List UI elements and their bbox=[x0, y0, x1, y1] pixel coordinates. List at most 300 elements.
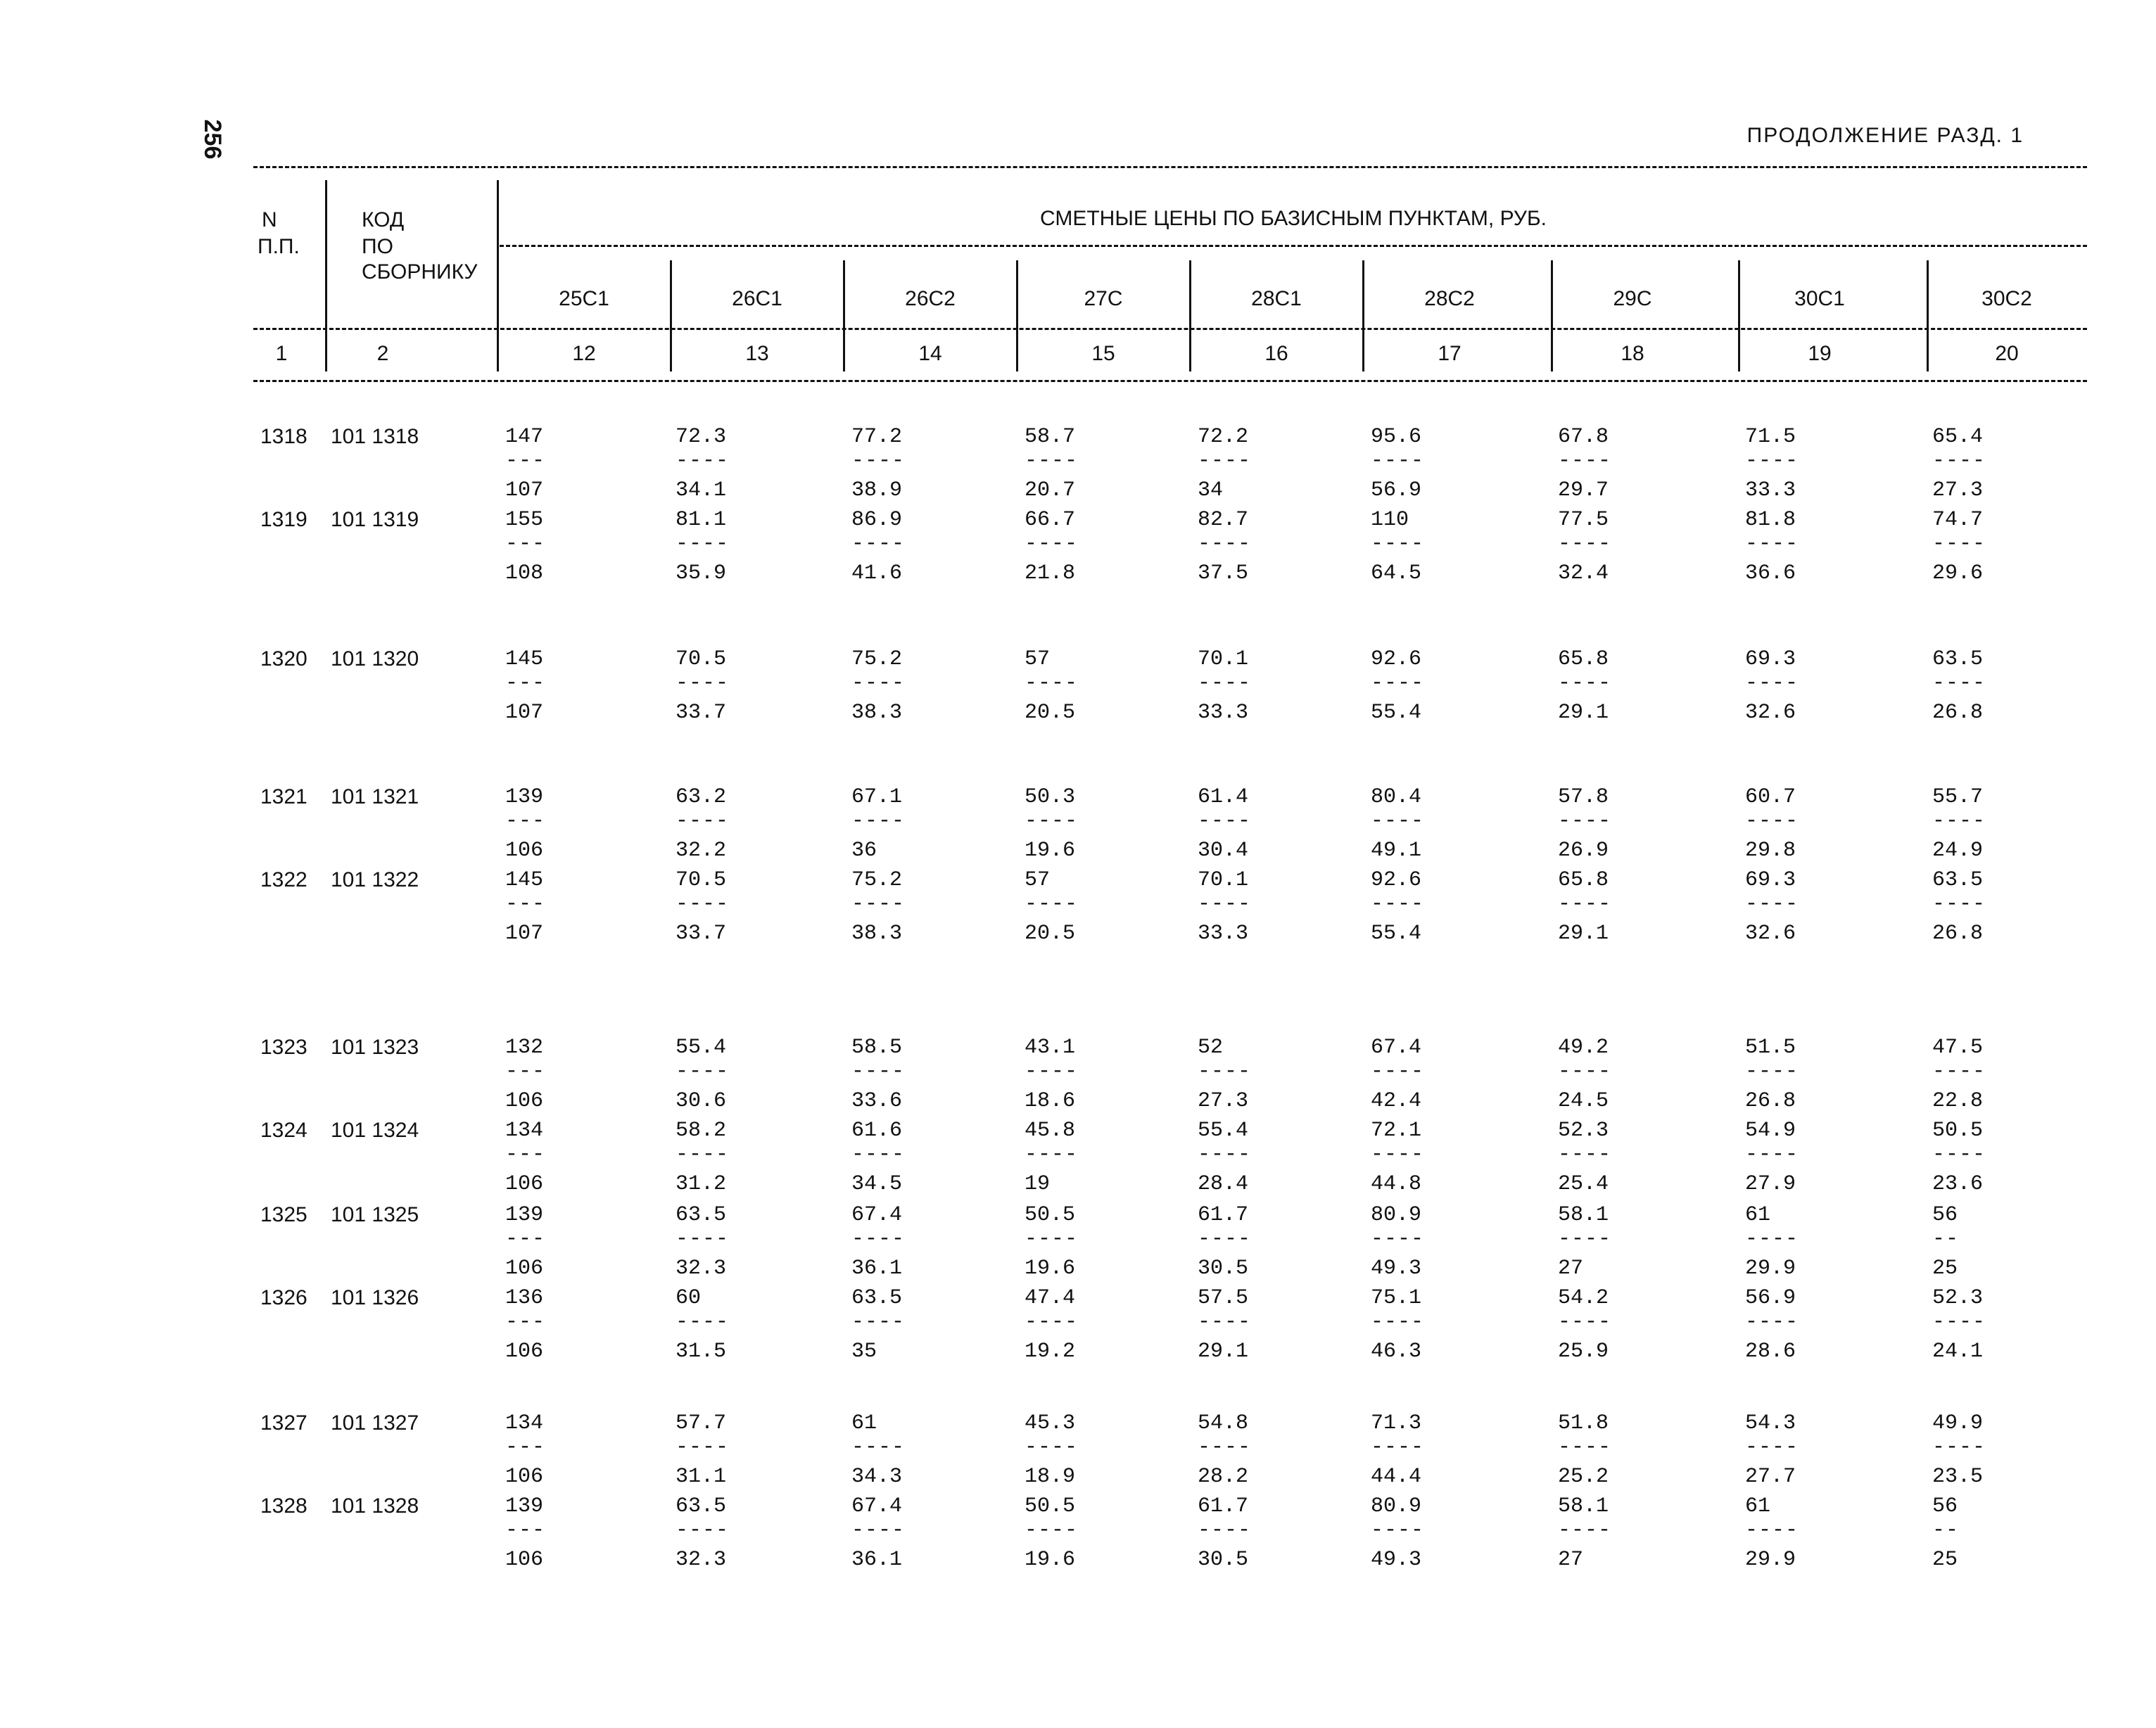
row-number: 1325 bbox=[260, 1203, 307, 1226]
row-code: 101 1323 bbox=[331, 1036, 419, 1059]
price-denominator: 29.8 bbox=[1745, 839, 1796, 863]
price-denominator: 29.1 bbox=[1558, 701, 1609, 725]
price-denominator: 19 bbox=[1025, 1172, 1051, 1196]
price-numerator: 58.5 bbox=[851, 1036, 903, 1060]
column-number: 12 bbox=[572, 342, 596, 365]
fraction-dash: ---- bbox=[1025, 449, 1079, 473]
row-number: 1322 bbox=[260, 868, 307, 891]
price-denominator: 19.6 bbox=[1025, 839, 1076, 863]
price-numerator: 65.8 bbox=[1558, 647, 1609, 671]
price-numerator: 63.5 bbox=[1932, 647, 1984, 671]
fraction-dash: ---- bbox=[1025, 809, 1079, 833]
price-denominator: 18.6 bbox=[1025, 1089, 1076, 1113]
price-denominator: 25.9 bbox=[1558, 1340, 1609, 1364]
price-denominator: 33.3 bbox=[1198, 701, 1249, 725]
fraction-dash: ---- bbox=[1745, 671, 1799, 695]
fraction-dash: ---- bbox=[1745, 1518, 1799, 1542]
price-denominator: 49.1 bbox=[1371, 839, 1422, 863]
price-denominator: 38.9 bbox=[851, 478, 903, 502]
price-numerator: 61 bbox=[851, 1411, 877, 1435]
price-denominator: 107 bbox=[505, 478, 544, 502]
point-column-header: 26С1 bbox=[732, 287, 782, 310]
fraction-dash: ---- bbox=[1745, 809, 1799, 833]
price-numerator: 74.7 bbox=[1932, 508, 1984, 532]
column-number: 14 bbox=[918, 342, 942, 365]
row-number: 1327 bbox=[260, 1411, 307, 1435]
column-number: 17 bbox=[1438, 342, 1461, 365]
price-numerator: 56 bbox=[1932, 1494, 1958, 1518]
price-denominator: 32.6 bbox=[1745, 701, 1796, 725]
row-code: 101 1324 bbox=[331, 1119, 419, 1142]
price-numerator: 52.3 bbox=[1558, 1119, 1609, 1143]
price-denominator: 26.9 bbox=[1558, 839, 1609, 863]
price-denominator: 36.1 bbox=[851, 1257, 903, 1281]
price-denominator: 34.3 bbox=[851, 1465, 903, 1489]
fraction-dash: ---- bbox=[851, 892, 906, 916]
row-number: 1328 bbox=[260, 1494, 307, 1518]
price-numerator: 77.2 bbox=[851, 425, 903, 449]
price-numerator: 67.4 bbox=[1371, 1036, 1422, 1060]
row-code: 101 1327 bbox=[331, 1411, 419, 1435]
point-column-header: 25С1 bbox=[559, 287, 609, 310]
header-pp-label: П.П. bbox=[258, 235, 300, 258]
fraction-dash: --- bbox=[505, 1227, 546, 1251]
row-code: 101 1319 bbox=[331, 508, 419, 531]
price-numerator: 92.6 bbox=[1371, 647, 1422, 671]
price-denominator: 106 bbox=[505, 1340, 544, 1364]
price-numerator: 54.8 bbox=[1198, 1411, 1249, 1435]
price-denominator: 25 bbox=[1932, 1257, 1958, 1281]
point-column-header: 30С2 bbox=[1981, 287, 2032, 310]
price-denominator: 36.6 bbox=[1745, 561, 1796, 585]
fraction-dash: ---- bbox=[851, 1143, 906, 1167]
price-numerator: 50.3 bbox=[1025, 785, 1076, 809]
price-numerator: 92.6 bbox=[1371, 868, 1422, 892]
fraction-dash: ---- bbox=[851, 1060, 906, 1084]
price-numerator: 60.7 bbox=[1745, 785, 1796, 809]
row-code: 101 1328 bbox=[331, 1494, 419, 1518]
price-numerator: 139 bbox=[505, 1494, 544, 1518]
price-denominator: 27 bbox=[1558, 1257, 1584, 1281]
price-numerator: 52.3 bbox=[1932, 1286, 1984, 1310]
fraction-dash: ---- bbox=[676, 449, 730, 473]
price-denominator: 23.6 bbox=[1932, 1172, 1984, 1196]
price-numerator: 45.3 bbox=[1025, 1411, 1076, 1435]
fraction-dash: ---- bbox=[1025, 1518, 1079, 1542]
price-denominator: 30.4 bbox=[1198, 839, 1249, 863]
price-denominator: 29.6 bbox=[1932, 561, 1984, 585]
price-numerator: 61.6 bbox=[851, 1119, 903, 1143]
price-denominator: 29.1 bbox=[1198, 1340, 1249, 1364]
fraction-dash: --- bbox=[505, 1435, 546, 1459]
price-numerator: 63.5 bbox=[676, 1494, 727, 1518]
fraction-dash: ---- bbox=[1198, 1310, 1252, 1334]
fraction-dash: ---- bbox=[1932, 449, 1986, 473]
fraction-dash: ---- bbox=[1371, 1227, 1425, 1251]
price-numerator: 71.5 bbox=[1745, 425, 1796, 449]
price-numerator: 57 bbox=[1025, 868, 1051, 892]
column-number: 1 bbox=[275, 342, 288, 365]
price-denominator: 36 bbox=[851, 839, 877, 863]
price-denominator: 29.1 bbox=[1558, 922, 1609, 946]
point-column-header: 30С1 bbox=[1794, 287, 1845, 310]
price-numerator: 110 bbox=[1371, 508, 1409, 532]
price-numerator: 49.2 bbox=[1558, 1036, 1609, 1060]
price-numerator: 132 bbox=[505, 1036, 544, 1060]
point-column-header: 28С1 bbox=[1251, 287, 1302, 310]
price-denominator: 24.5 bbox=[1558, 1089, 1609, 1113]
price-numerator: 57.7 bbox=[676, 1411, 727, 1435]
fraction-dash: ---- bbox=[1198, 449, 1252, 473]
price-numerator: 82.7 bbox=[1198, 508, 1249, 532]
price-denominator: 24.1 bbox=[1932, 1340, 1984, 1364]
price-numerator: 67.4 bbox=[851, 1203, 903, 1227]
fraction-dash: ---- bbox=[1198, 809, 1252, 833]
fraction-dash: ---- bbox=[676, 1143, 730, 1167]
fraction-dash: ---- bbox=[676, 809, 730, 833]
fraction-dash: ---- bbox=[1932, 1435, 1986, 1459]
fraction-dash: ---- bbox=[1932, 1143, 1986, 1167]
price-denominator: 25 bbox=[1932, 1548, 1958, 1572]
row-code: 101 1318 bbox=[331, 425, 419, 448]
column-number: 18 bbox=[1621, 342, 1644, 365]
price-numerator: 69.3 bbox=[1745, 647, 1796, 671]
table-row bbox=[0, 1203, 2156, 1281]
price-numerator: 60 bbox=[676, 1286, 702, 1310]
column-number: 15 bbox=[1091, 342, 1115, 365]
fraction-dash: ---- bbox=[1025, 1143, 1079, 1167]
price-denominator: 20.7 bbox=[1025, 478, 1076, 502]
price-numerator: 71.3 bbox=[1371, 1411, 1422, 1435]
header-n-label: N bbox=[262, 208, 277, 231]
price-denominator: 20.5 bbox=[1025, 922, 1076, 946]
header-code-label-2: ПО bbox=[362, 235, 393, 258]
price-numerator: 139 bbox=[505, 785, 544, 809]
column-number: 16 bbox=[1264, 342, 1288, 365]
price-denominator: 56.9 bbox=[1371, 478, 1422, 502]
price-denominator: 32.6 bbox=[1745, 922, 1796, 946]
price-denominator: 106 bbox=[505, 839, 544, 863]
price-numerator: 77.5 bbox=[1558, 508, 1609, 532]
fraction-dash: ---- bbox=[1558, 671, 1612, 695]
fraction-dash: ---- bbox=[1025, 892, 1079, 916]
price-numerator: 134 bbox=[505, 1411, 544, 1435]
price-numerator: 50.5 bbox=[1025, 1203, 1076, 1227]
price-numerator: 54.3 bbox=[1745, 1411, 1796, 1435]
fraction-dash: --- bbox=[505, 1518, 546, 1542]
price-numerator: 155 bbox=[505, 508, 544, 532]
fraction-dash: ---- bbox=[1558, 449, 1612, 473]
price-numerator: 136 bbox=[505, 1286, 544, 1310]
price-numerator: 61 bbox=[1745, 1203, 1771, 1227]
table-row bbox=[0, 1494, 2156, 1572]
table-row bbox=[0, 647, 2156, 725]
fraction-dash: ---- bbox=[1558, 1310, 1612, 1334]
fraction-dash: ---- bbox=[1745, 1227, 1799, 1251]
fraction-dash: ---- bbox=[1745, 449, 1799, 473]
price-numerator: 55.7 bbox=[1932, 785, 1984, 809]
price-numerator: 80.9 bbox=[1371, 1494, 1422, 1518]
row-number: 1320 bbox=[260, 647, 307, 671]
fraction-dash: ---- bbox=[1558, 892, 1612, 916]
price-numerator: 58.1 bbox=[1558, 1203, 1609, 1227]
fraction-dash: --- bbox=[505, 1310, 546, 1334]
price-denominator: 25.4 bbox=[1558, 1172, 1609, 1196]
fraction-dash: ---- bbox=[676, 892, 730, 916]
row-number: 1326 bbox=[260, 1286, 307, 1309]
fraction-dash: ---- bbox=[1371, 892, 1425, 916]
price-numerator: 67.4 bbox=[851, 1494, 903, 1518]
fraction-dash: --- bbox=[505, 532, 546, 556]
price-numerator: 47.4 bbox=[1025, 1286, 1076, 1310]
fraction-dash: ---- bbox=[1745, 1310, 1799, 1334]
table-row bbox=[0, 868, 2156, 946]
fraction-dash: ---- bbox=[1745, 1060, 1799, 1084]
table-row bbox=[0, 1411, 2156, 1489]
price-denominator: 27 bbox=[1558, 1548, 1584, 1572]
fraction-dash: --- bbox=[505, 892, 546, 916]
row-number: 1321 bbox=[260, 785, 307, 808]
table-row bbox=[0, 1286, 2156, 1364]
row-code: 101 1326 bbox=[331, 1286, 419, 1309]
price-denominator: 31.5 bbox=[676, 1340, 727, 1364]
fraction-dash: ---- bbox=[1558, 809, 1612, 833]
price-numerator: 57 bbox=[1025, 647, 1051, 671]
price-denominator: 30.5 bbox=[1198, 1257, 1249, 1281]
price-denominator: 27.7 bbox=[1745, 1465, 1796, 1489]
fraction-dash: ---- bbox=[676, 671, 730, 695]
row-number: 1324 bbox=[260, 1119, 307, 1142]
price-denominator: 30.5 bbox=[1198, 1548, 1249, 1572]
price-numerator: 67.8 bbox=[1558, 425, 1609, 449]
price-denominator: 106 bbox=[505, 1089, 544, 1113]
fraction-dash: ---- bbox=[1558, 532, 1612, 556]
price-denominator: 35 bbox=[851, 1340, 877, 1364]
column-number: 13 bbox=[745, 342, 769, 365]
price-denominator: 46.3 bbox=[1371, 1340, 1422, 1364]
price-denominator: 33.7 bbox=[676, 701, 727, 725]
price-denominator: 21.8 bbox=[1025, 561, 1076, 585]
price-denominator: 33.6 bbox=[851, 1089, 903, 1113]
price-numerator: 72.3 bbox=[676, 425, 727, 449]
price-numerator: 52 bbox=[1198, 1036, 1224, 1060]
row-number: 1318 bbox=[260, 425, 307, 448]
fraction-dash: ---- bbox=[676, 1060, 730, 1084]
price-numerator: 55.4 bbox=[1198, 1119, 1249, 1143]
price-numerator: 75.2 bbox=[851, 868, 903, 892]
price-denominator: 35.9 bbox=[676, 561, 727, 585]
price-denominator: 22.8 bbox=[1932, 1089, 1984, 1113]
fraction-dash: ---- bbox=[1198, 532, 1252, 556]
price-numerator: 61.7 bbox=[1198, 1494, 1249, 1518]
fraction-dash: --- bbox=[505, 809, 546, 833]
price-numerator: 61.4 bbox=[1198, 785, 1249, 809]
fraction-dash: ---- bbox=[1025, 671, 1079, 695]
fraction-dash: --- bbox=[505, 1143, 546, 1167]
price-denominator: 33.7 bbox=[676, 922, 727, 946]
fraction-dash: ---- bbox=[1932, 892, 1986, 916]
page-number: 256 bbox=[199, 119, 226, 160]
section-continuation-label: ПРОДОЛЖЕНИЕ РАЗД. 1 bbox=[1746, 124, 2024, 147]
fraction-dash: ---- bbox=[851, 809, 906, 833]
fraction-dash: ---- bbox=[676, 532, 730, 556]
price-denominator: 41.6 bbox=[851, 561, 903, 585]
price-numerator: 65.8 bbox=[1558, 868, 1609, 892]
price-denominator: 49.3 bbox=[1371, 1257, 1422, 1281]
price-numerator: 50.5 bbox=[1932, 1119, 1984, 1143]
price-denominator: 32.2 bbox=[676, 839, 727, 863]
row-number: 1323 bbox=[260, 1036, 307, 1059]
price-numerator: 63.2 bbox=[676, 785, 727, 809]
fraction-dash: ---- bbox=[676, 1518, 730, 1542]
fraction-dash: ---- bbox=[1558, 1060, 1612, 1084]
price-numerator: 57.8 bbox=[1558, 785, 1609, 809]
price-numerator: 63.5 bbox=[676, 1203, 727, 1227]
fraction-dash: ---- bbox=[851, 1435, 906, 1459]
price-numerator: 58.7 bbox=[1025, 425, 1076, 449]
price-numerator: 86.9 bbox=[851, 508, 903, 532]
fraction-dash: ---- bbox=[1025, 532, 1079, 556]
fraction-dash: ---- bbox=[1745, 532, 1799, 556]
price-numerator: 70.1 bbox=[1198, 647, 1249, 671]
point-column-header: 27С bbox=[1084, 287, 1123, 310]
price-numerator: 51.5 bbox=[1745, 1036, 1796, 1060]
row-number: 1319 bbox=[260, 508, 307, 531]
fraction-dash: -- bbox=[1932, 1518, 1960, 1542]
price-numerator: 67.1 bbox=[851, 785, 903, 809]
price-numerator: 81.8 bbox=[1745, 508, 1796, 532]
price-numerator: 63.5 bbox=[851, 1286, 903, 1310]
fraction-dash: ---- bbox=[851, 671, 906, 695]
price-numerator: 45.8 bbox=[1025, 1119, 1076, 1143]
price-numerator: 66.7 bbox=[1025, 508, 1076, 532]
fraction-dash: ---- bbox=[1371, 449, 1425, 473]
fraction-dash: ---- bbox=[851, 449, 906, 473]
price-denominator: 36.1 bbox=[851, 1548, 903, 1572]
price-denominator: 33.3 bbox=[1198, 922, 1249, 946]
price-denominator: 29.9 bbox=[1745, 1548, 1796, 1572]
fraction-dash: ---- bbox=[1371, 1518, 1425, 1542]
price-numerator: 72.2 bbox=[1198, 425, 1249, 449]
price-denominator: 20.5 bbox=[1025, 701, 1076, 725]
price-denominator: 27.3 bbox=[1932, 478, 1984, 502]
prices-title: СМЕТНЫЕ ЦЕНЫ ПО БАЗИСНЫМ ПУНКТАМ, РУБ. bbox=[1040, 207, 1547, 230]
price-denominator: 49.3 bbox=[1371, 1548, 1422, 1572]
fraction-dash: ---- bbox=[1198, 1060, 1252, 1084]
price-denominator: 31.2 bbox=[676, 1172, 727, 1196]
fraction-dash: ---- bbox=[1198, 1143, 1252, 1167]
price-denominator: 107 bbox=[505, 701, 544, 725]
fraction-dash: ---- bbox=[1558, 1435, 1612, 1459]
price-denominator: 106 bbox=[505, 1465, 544, 1489]
price-numerator: 58.2 bbox=[676, 1119, 727, 1143]
price-numerator: 139 bbox=[505, 1203, 544, 1227]
price-numerator: 50.5 bbox=[1025, 1494, 1076, 1518]
fraction-dash: -- bbox=[1932, 1227, 1960, 1251]
price-numerator: 49.9 bbox=[1932, 1411, 1984, 1435]
price-denominator: 18.9 bbox=[1025, 1465, 1076, 1489]
price-denominator: 28.6 bbox=[1745, 1340, 1796, 1364]
price-numerator: 51.8 bbox=[1558, 1411, 1609, 1435]
price-numerator: 81.1 bbox=[676, 508, 727, 532]
fraction-dash: ---- bbox=[1932, 809, 1986, 833]
price-numerator: 95.6 bbox=[1371, 425, 1422, 449]
price-numerator: 58.1 bbox=[1558, 1494, 1609, 1518]
price-numerator: 43.1 bbox=[1025, 1036, 1076, 1060]
price-numerator: 65.4 bbox=[1932, 425, 1984, 449]
fraction-dash: ---- bbox=[1198, 892, 1252, 916]
price-numerator: 54.9 bbox=[1745, 1119, 1796, 1143]
fraction-dash: ---- bbox=[851, 1310, 906, 1334]
fraction-dash: ---- bbox=[1932, 1060, 1986, 1084]
fraction-dash: ---- bbox=[1371, 532, 1425, 556]
price-denominator: 55.4 bbox=[1371, 922, 1422, 946]
fraction-dash: ---- bbox=[1745, 1435, 1799, 1459]
price-numerator: 134 bbox=[505, 1119, 544, 1143]
price-numerator: 147 bbox=[505, 425, 544, 449]
price-denominator: 31.1 bbox=[676, 1465, 727, 1489]
price-denominator: 32.3 bbox=[676, 1257, 727, 1281]
fraction-dash: ---- bbox=[676, 1435, 730, 1459]
fraction-dash: ---- bbox=[1932, 532, 1986, 556]
price-denominator: 19.6 bbox=[1025, 1257, 1076, 1281]
fraction-dash: --- bbox=[505, 1060, 546, 1084]
price-numerator: 69.3 bbox=[1745, 868, 1796, 892]
price-numerator: 55.4 bbox=[676, 1036, 727, 1060]
price-numerator: 72.1 bbox=[1371, 1119, 1422, 1143]
table-row bbox=[0, 425, 2156, 502]
price-denominator: 28.2 bbox=[1198, 1465, 1249, 1489]
price-numerator: 61 bbox=[1745, 1494, 1771, 1518]
fraction-dash: ---- bbox=[1371, 1435, 1425, 1459]
row-code: 101 1320 bbox=[331, 647, 419, 671]
fraction-dash: ---- bbox=[1371, 809, 1425, 833]
price-denominator: 108 bbox=[505, 561, 544, 585]
price-denominator: 34 bbox=[1198, 478, 1224, 502]
fraction-dash: ---- bbox=[851, 1518, 906, 1542]
price-denominator: 32.3 bbox=[676, 1548, 727, 1572]
fraction-dash: ---- bbox=[1558, 1227, 1612, 1251]
fraction-dash: ---- bbox=[1371, 1310, 1425, 1334]
price-denominator: 32.4 bbox=[1558, 561, 1609, 585]
fraction-dash: ---- bbox=[676, 1227, 730, 1251]
table-row bbox=[0, 785, 2156, 863]
price-denominator: 55.4 bbox=[1371, 701, 1422, 725]
price-denominator: 26.8 bbox=[1745, 1089, 1796, 1113]
row-code: 101 1322 bbox=[331, 868, 419, 891]
price-numerator: 56.9 bbox=[1745, 1286, 1796, 1310]
price-denominator: 26.8 bbox=[1932, 701, 1984, 725]
row-code: 101 1321 bbox=[331, 785, 419, 808]
point-column-header: 26С2 bbox=[905, 287, 956, 310]
price-denominator: 29.7 bbox=[1558, 478, 1609, 502]
price-numerator: 63.5 bbox=[1932, 868, 1984, 892]
price-denominator: 42.4 bbox=[1371, 1089, 1422, 1113]
price-denominator: 106 bbox=[505, 1257, 544, 1281]
point-column-header: 29С bbox=[1613, 287, 1652, 310]
price-numerator: 57.5 bbox=[1198, 1286, 1249, 1310]
fraction-dash: ---- bbox=[1198, 671, 1252, 695]
price-denominator: 107 bbox=[505, 922, 544, 946]
price-denominator: 37.5 bbox=[1198, 561, 1249, 585]
fraction-dash: ---- bbox=[851, 1227, 906, 1251]
fraction-dash: --- bbox=[505, 449, 546, 473]
price-denominator: 24.9 bbox=[1932, 839, 1984, 863]
fraction-dash: ---- bbox=[1025, 1060, 1079, 1084]
price-denominator: 23.5 bbox=[1932, 1465, 1984, 1489]
price-denominator: 38.3 bbox=[851, 922, 903, 946]
price-denominator: 26.8 bbox=[1932, 922, 1984, 946]
